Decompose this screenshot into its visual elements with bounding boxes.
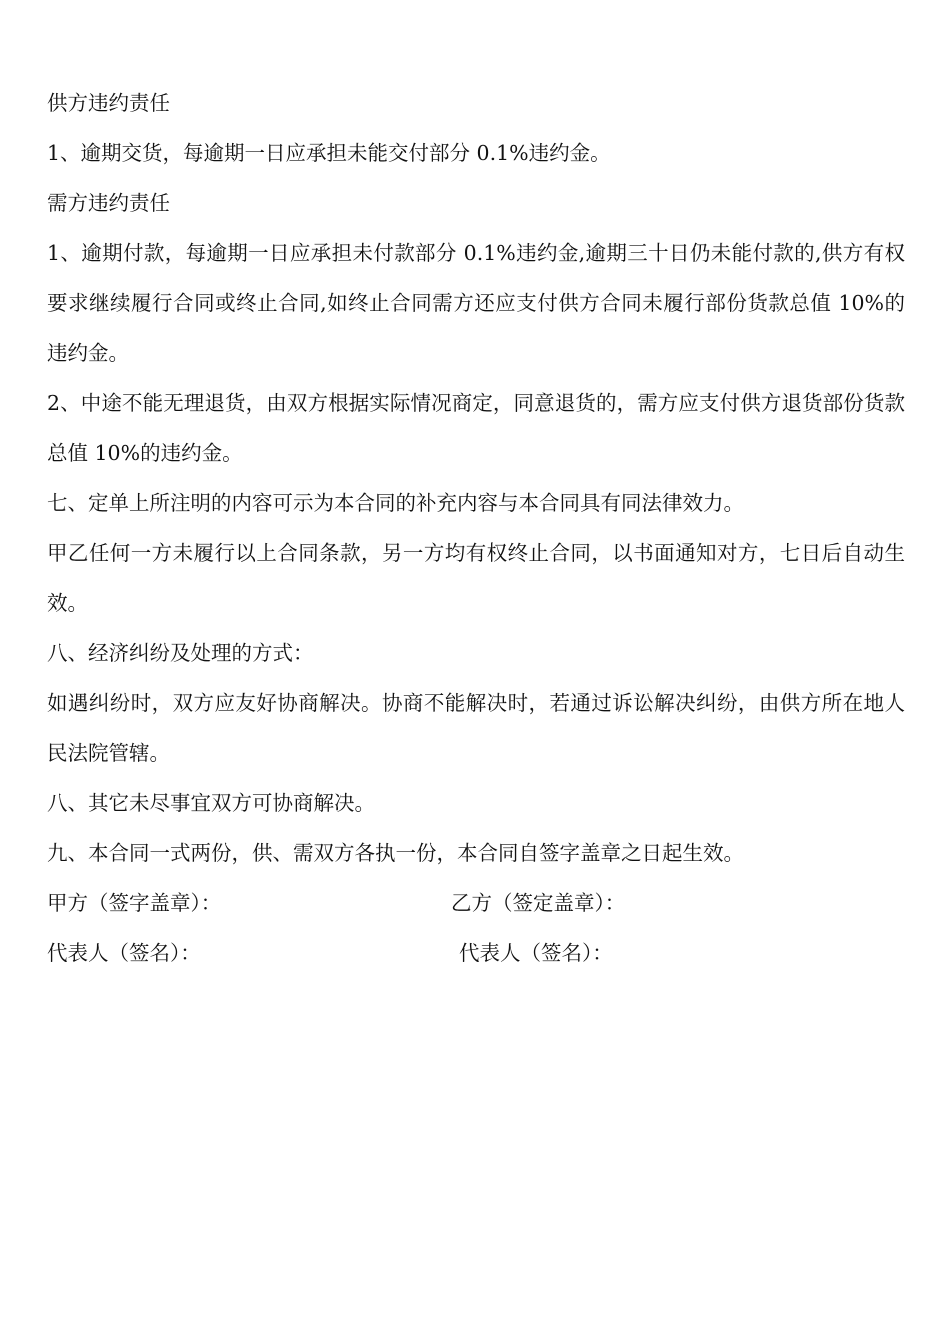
signature-row-seal (47, 878, 905, 928)
party-a-seal-label: 甲方（签字盖章）： (47, 891, 222, 915)
clause-termination: 甲乙任何一方未履行以上合同条款，另一方均有权终止合同，以书面通知对方，七日后自动生效。 (47, 541, 905, 615)
heading-buyer-liability: 需方违约责任 (47, 191, 170, 215)
signature-row-representative (47, 928, 905, 978)
clause-seven-order-content: 七、定单上所注明的内容可示为本合同的补充内容与本合同具有同法律效力。 (47, 491, 744, 515)
clause-return-goods: 2、中途不能无理退货，由双方根据实际情况商定，同意退货的，需方应支付供方退货部份货款总值 10%的违约金。 (47, 391, 905, 465)
party-b-rep-label: 代表人（签名）： (459, 941, 613, 965)
clause-copies-effective: 九、本合同一式两份，供、需双方各执一份，本合同自签字盖章之日起生效。 (47, 841, 744, 865)
contract-page (47, 78, 905, 978)
heading-dispute-resolution: 八、经济纠纷及处理的方式： (47, 641, 314, 665)
party-b-seal-label: 乙方（签定盖章）： (451, 891, 626, 915)
heading-supplier-liability: 供方违约责任 (47, 91, 170, 115)
clause-other-matters: 八、其它未尽事宜双方可协商解决。 (47, 791, 375, 815)
clause-late-delivery: 1、逾期交货，每逾期一日应承担未能交付部分 0.1%违约金。 (47, 141, 611, 165)
party-a-rep-label: 代表人（签名）： (47, 941, 201, 965)
clause-dispute: 如遇纠纷时，双方应友好协商解决。协商不能解决时，若通过诉讼解决纠纷，由供方所在地人民法院管辖。 (47, 691, 905, 765)
clause-late-payment: 1、逾期付款，每逾期一日应承担未付款部分 0.1%违约金,逾期三十日仍未能付款的,供方有权要求继续履行合同或终止合同,如终止合同需方还应支付供方合同未履行部份货款总值 10%的违约金。 (47, 241, 905, 365)
